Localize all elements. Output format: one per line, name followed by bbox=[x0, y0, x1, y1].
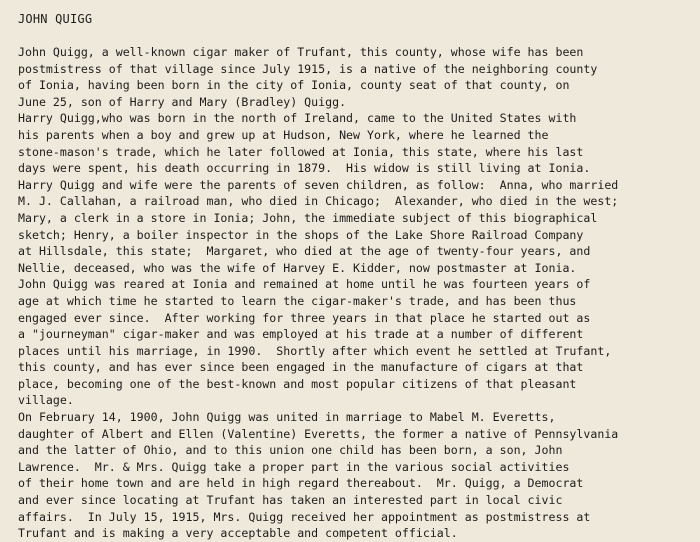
text-line: days were spent, his death occurring in 1879. His widow is still living at Ionia. bbox=[18, 161, 591, 176]
text-line: and the latter of Ohio, and to this union one child has been born, a son, John bbox=[18, 443, 563, 458]
text-line: and ever since locating at Trufant has taken an interested part in local civic bbox=[18, 493, 563, 508]
text-line: June 25, son of Harry and Mary (Bradley) Quigg. bbox=[18, 94, 347, 109]
text-line: Harry Quigg and wife were the parents of seven children, as follow: Anna, who married bbox=[18, 177, 619, 192]
text-line: Lawrence. Mr. & Mrs. Quigg take a proper part in the various social activities bbox=[18, 459, 570, 474]
text-line: place, becoming one of the best-known and most popular citizens of that pleasant bbox=[18, 376, 577, 391]
text-line: John Quigg, a well-known cigar maker of Trufant, this county, whose wife has been bbox=[18, 45, 584, 59]
text-line: his parents when a boy and grew up at Hudson, New York, where he learned the bbox=[18, 127, 549, 142]
text-line: On February 14, 1900, John Quigg was united in marriage to Mabel M. Everetts, bbox=[18, 410, 556, 425]
text-line: Nellie, deceased, who was the wife of Harvey E. Kidder, now postmaster at Ionia. bbox=[18, 260, 577, 275]
text-line: M. J. Callahan, a railroad man, who died in Chicago; Alexander, who died in the west; bbox=[18, 194, 619, 209]
text-line: Harry Quigg,who was born in the north of Ireland, came to the United States with bbox=[18, 111, 577, 126]
text-line: village. bbox=[18, 393, 74, 408]
text-line: Mary, a clerk in a store in Ionia; John, the immediate subject of this biographical bbox=[18, 210, 598, 225]
document-body bbox=[18, 44, 692, 542]
text-line: a "journeyman" cigar-maker and was employed at his trade at a number of different bbox=[18, 327, 584, 342]
text-line: stone-mason's trade, which he later followed at Ionia, this state, where his last bbox=[18, 144, 584, 159]
text-line: Trufant and is making a very acceptable and competent official. bbox=[18, 526, 458, 541]
text-line: postmistress of that village since July 1915, is a native of the neighboring county bbox=[18, 61, 598, 76]
text-line: John Quigg was reared at Ionia and remained at home until he was fourteen years of bbox=[18, 277, 591, 292]
text-line: engaged ever since. After working for three years in that place he started out as bbox=[18, 310, 591, 325]
text-line: age at which time he started to learn the cigar-maker's trade, and has been thus bbox=[18, 293, 577, 308]
text-line: places until his marriage, in 1990. Shortly after which event he settled at Trufant, bbox=[18, 343, 612, 358]
text-line: daughter of Albert and Ellen (Valentine) Everetts, the former a native of Pennsylvania bbox=[18, 426, 619, 441]
text-line: of Ionia, having been born in the city of Ionia, county seat of that county, on bbox=[18, 78, 570, 93]
document-title: JOHN QUIGG bbox=[18, 12, 93, 26]
text-line: sketch; Henry, a boiler inspector in the shops of the Lake Shore Railroad Company bbox=[18, 227, 584, 242]
text-line: at Hillsdale, this state; Margaret, who died at the age of twenty-four years, and bbox=[18, 244, 591, 259]
text-line: affairs. In July 15, 1915, Mrs. Quigg received her appointment as postmistress at bbox=[18, 509, 591, 524]
text-line: of their home town and are held in high regard thereabout. Mr. Quigg, a Democrat bbox=[18, 476, 584, 491]
text-line: this county, and has ever since been engaged in the manufacture of cigars at that bbox=[18, 360, 584, 375]
